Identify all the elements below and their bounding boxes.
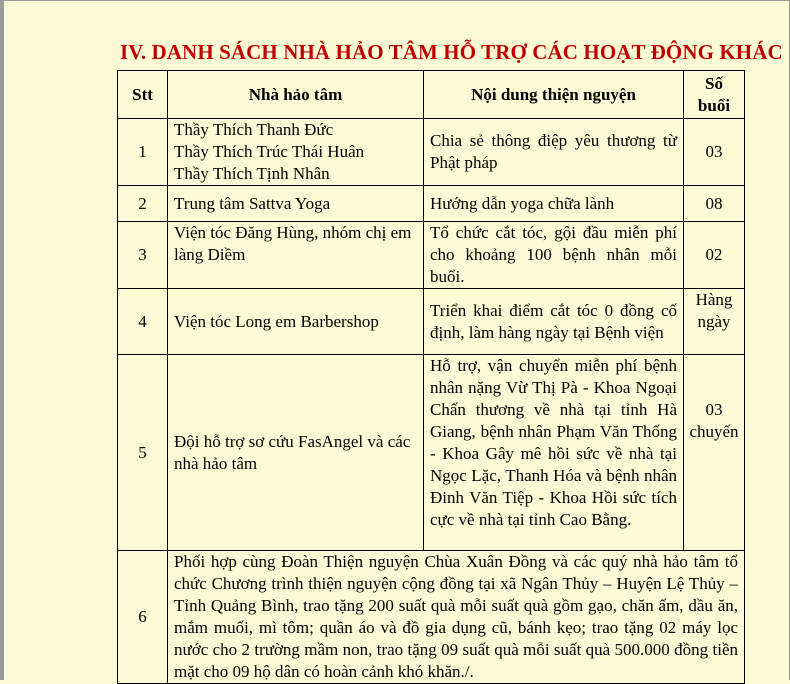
header-sessions bbox=[684, 71, 745, 119]
row-donor: Viện tóc Đăng Hùng, nhóm chị em làng Diềm bbox=[168, 222, 424, 289]
row-content: Chia sẻ thông điệp yêu thương từ Phật pháp bbox=[424, 119, 684, 186]
row-stt: 4 bbox=[118, 289, 168, 355]
header-stt: Stt bbox=[118, 71, 168, 119]
row-stt: 1 bbox=[118, 119, 168, 186]
row-content: Hỗ trợ, vận chuyển miễn phí bệnh nhân nặng Vừ Thị Pà - Khoa Ngoại Chấn thương về nhà tại tỉnh Hà Giang, bệnh nhân Phạm Văn Thống - Khoa Gây mê hồi sức về nhà tại Ngọc Lặc, Thanh Hóa và bệnh nhân Đinh Văn Tiệp - Khoa Hồi sức tích cực về nhà tại tỉnh Cao Bằng. bbox=[424, 355, 684, 551]
row-content: Tổ chức cắt tóc, gội đầu miễn phí cho khoảng 100 bệnh nhân mỗi buổi. bbox=[424, 222, 684, 289]
table-row bbox=[118, 186, 745, 222]
table-row bbox=[118, 551, 745, 684]
header-sessions-line1: Số bbox=[705, 73, 723, 93]
row-donor: Viện tóc Long em Barbershop bbox=[168, 289, 424, 355]
table-row bbox=[118, 222, 745, 289]
row-sessions: Hàng ngày bbox=[684, 289, 745, 355]
donor-table bbox=[117, 70, 745, 684]
row-stt: 6 bbox=[118, 551, 168, 684]
window-left-border bbox=[0, 0, 4, 680]
row-sessions: 03 bbox=[684, 119, 745, 186]
row-donor: Đội hỗ trợ sơ cứu FasAngel và các nhà hảo tâm bbox=[168, 355, 424, 551]
table-header-row bbox=[118, 71, 745, 119]
row-donor: Trung tâm Sattva Yoga bbox=[168, 186, 424, 222]
section-title: IV. DANH SÁCH NHÀ HẢO TÂM HỖ TRỢ CÁC HOẠT ĐỘNG KHÁC bbox=[120, 40, 783, 64]
row-sessions: 08 bbox=[684, 186, 745, 222]
table-row bbox=[118, 289, 745, 355]
row-donor bbox=[168, 119, 424, 186]
row-content: Hướng dẫn yoga chữa lành bbox=[424, 186, 684, 222]
donor-line: Thầy Thích Thanh Đức bbox=[174, 120, 334, 139]
table-row bbox=[118, 355, 745, 551]
row-stt: 3 bbox=[118, 222, 168, 289]
row-merged-content: Phối hợp cùng Đoàn Thiện nguyện Chùa Xuân Đồng và các quý nhà hảo tâm tổ chức Chương trình thiện nguyện cộng đồng tại xã Ngân Thủy – Huyện Lệ Thủy – Tỉnh Quảng Bình, trao tặng 200 suất quà mỗi suất quà gồm gạo, chăn ấm, dầu ăn, mắm muối, mì tôm; quần áo và đồ gia dụng cũ, bánh kẹo; trao tặng 02 máy lọc nước cho 2 trường mầm non, trao tặng 09 suất quà mỗi suất quà 500.000 đồng tiền mặt cho 09 hộ dân có hoàn cảnh khó khăn./. bbox=[168, 551, 745, 684]
row-sessions: 02 bbox=[684, 222, 745, 289]
row-sessions: 03 chuyến bbox=[684, 355, 745, 551]
row-content: Triển khai điểm cắt tóc 0 đồng cố định, làm hàng ngày tại Bệnh viện bbox=[424, 289, 684, 355]
header-content: Nội dung thiện nguyện bbox=[424, 71, 684, 119]
donor-line: Thầy Thích Tịnh Nhân bbox=[174, 164, 330, 183]
header-sessions-line2: buổi bbox=[697, 95, 731, 115]
window-top-border bbox=[0, 0, 790, 1]
row-stt: 2 bbox=[118, 186, 168, 222]
header-donor: Nhà hảo tâm bbox=[168, 71, 424, 119]
donor-line: Thầy Thích Trúc Thái Huân bbox=[174, 142, 365, 161]
table-row bbox=[118, 119, 745, 186]
row-stt: 5 bbox=[118, 355, 168, 551]
